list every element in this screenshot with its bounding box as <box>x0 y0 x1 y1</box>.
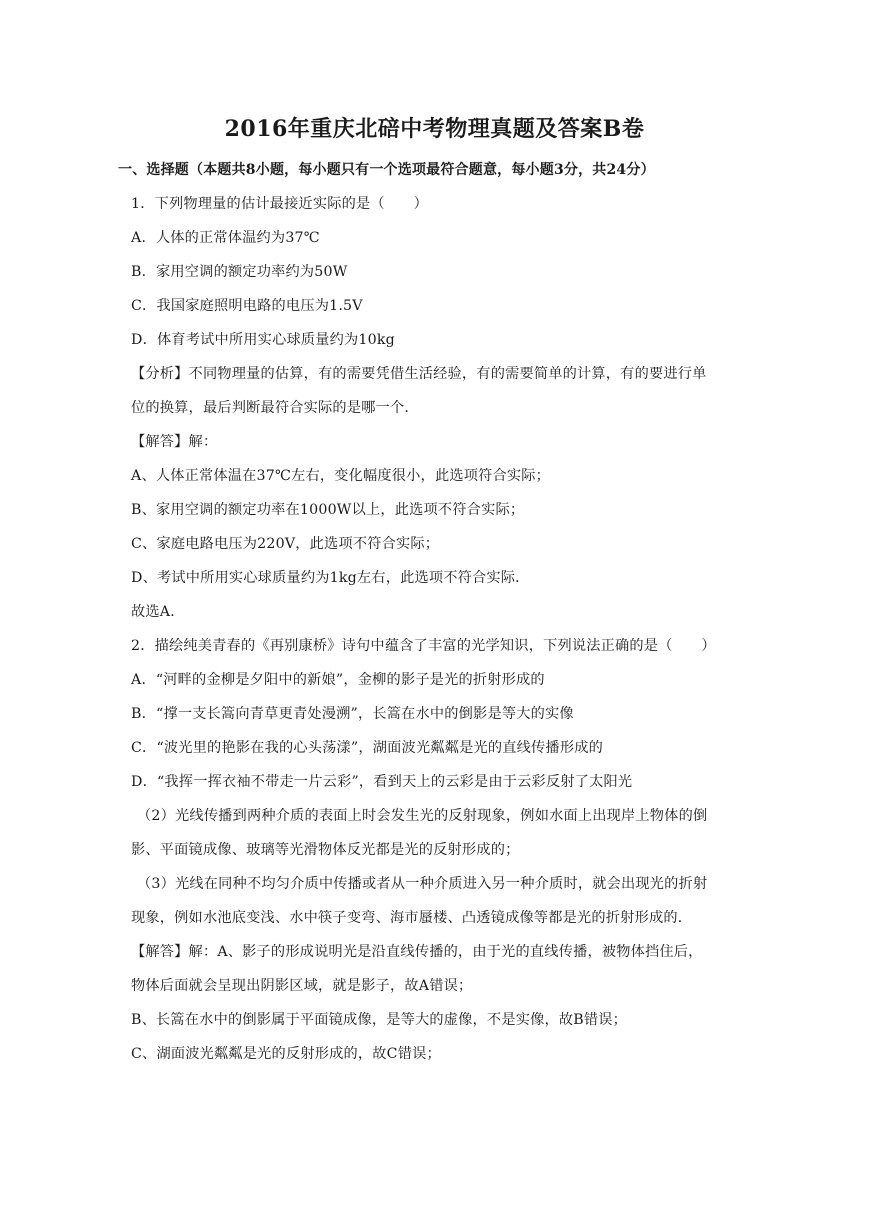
question-2-option-b: B．“撑一支长篙向青草更青处漫溯”，长篙在水中的倒影是等大的实像 <box>131 706 574 722</box>
question-1-option-a: A．人体的正常体温约为37℃ <box>131 230 320 246</box>
answer-line: B、家用空调的额定功率在1000W以上，此选项不符合实际； <box>131 502 525 518</box>
answer-heading: 【解答】解： <box>131 434 218 450</box>
answer-line: C、家庭电路电压为220V，此选项不符合实际； <box>131 536 440 552</box>
question-1-option-c: C．我国家庭照明电路的电压为1.5V <box>131 298 363 314</box>
analysis-line: 影、平面镜成像、玻璃等光滑物体反光都是光的反射形成的； <box>131 842 520 858</box>
document-title: 2016年重庆北碚中考物理真题及答案B卷 <box>224 116 645 142</box>
answer-line: D、考试中所用实心球质量约为1kg左右，此选项不符合实际． <box>131 570 530 586</box>
question-2-option-c: C．“波光里的艳影在我的心头荡漾”，湖面波光粼粼是光的直线传播形成的 <box>131 740 603 756</box>
section-header: 一、选择题（本题共8小题，每小题只有一个选项最符合题意，每小题3分，共24分） <box>118 162 655 178</box>
question-1-option-d: D．体育考试中所用实心球质量约为10kg <box>131 332 395 348</box>
analysis-line: （3）光线在同种不均匀介质中传播或者从一种介质进入另一种介质时，就会出现光的折射 <box>137 876 708 892</box>
analysis-line: 【分析】不同物理量的估算，有的需要凭借生活经验，有的需要简单的计算，有的要进行单 <box>131 366 707 382</box>
analysis-line: （2）光线传播到两种介质的表面上时会发生光的反射现象，例如水面上出现岸上物体的倒 <box>137 808 708 824</box>
answer-choice: 故选A． <box>131 604 185 620</box>
analysis-line: 位的换算，最后判断最符合实际的是哪一个． <box>131 400 419 416</box>
question-2-stem: 2．描绘纯美青春的《再别康桥》诗句中蕴含了丰富的光学知识，下列说法正确的是（ ） <box>131 638 716 654</box>
answer-line: A、人体正常体温在37℃左右，变化幅度很小，此选项符合实际； <box>131 468 551 484</box>
question-2-option-a: A．“河畔的金柳是夕阳中的新娘”，金柳的影子是光的折射形成的 <box>131 672 545 688</box>
question-1-option-b: B．家用空调的额定功率约为50W <box>131 264 348 280</box>
question-1-stem: 1．下列物理量的估计最接近实际的是（ ） <box>131 196 428 212</box>
answer-line: 【解答】解：A、影子的形成说明光是沿直线传播的，由于光的直线传播，被物体挡住后， <box>131 944 703 960</box>
question-2-option-d: D．“我挥一挥衣袖不带走一片云彩”，看到天上的云彩是由于云彩反射了太阳光 <box>131 774 633 790</box>
analysis-line: 现象，例如水池底变浅、水中筷子变弯、海市蜃楼、凸透镜成像等都是光的折射形成的． <box>131 910 693 926</box>
answer-line: B、长篙在水中的倒影属于平面镜成像，是等大的虚像，不是实像，故B错误； <box>131 1012 628 1028</box>
answer-line: 物体后面就会呈现出阴影区域，就是影子，故A错误； <box>131 978 473 994</box>
answer-line: C、湖面波光粼粼是光的反射形成的，故C错误； <box>131 1046 441 1062</box>
